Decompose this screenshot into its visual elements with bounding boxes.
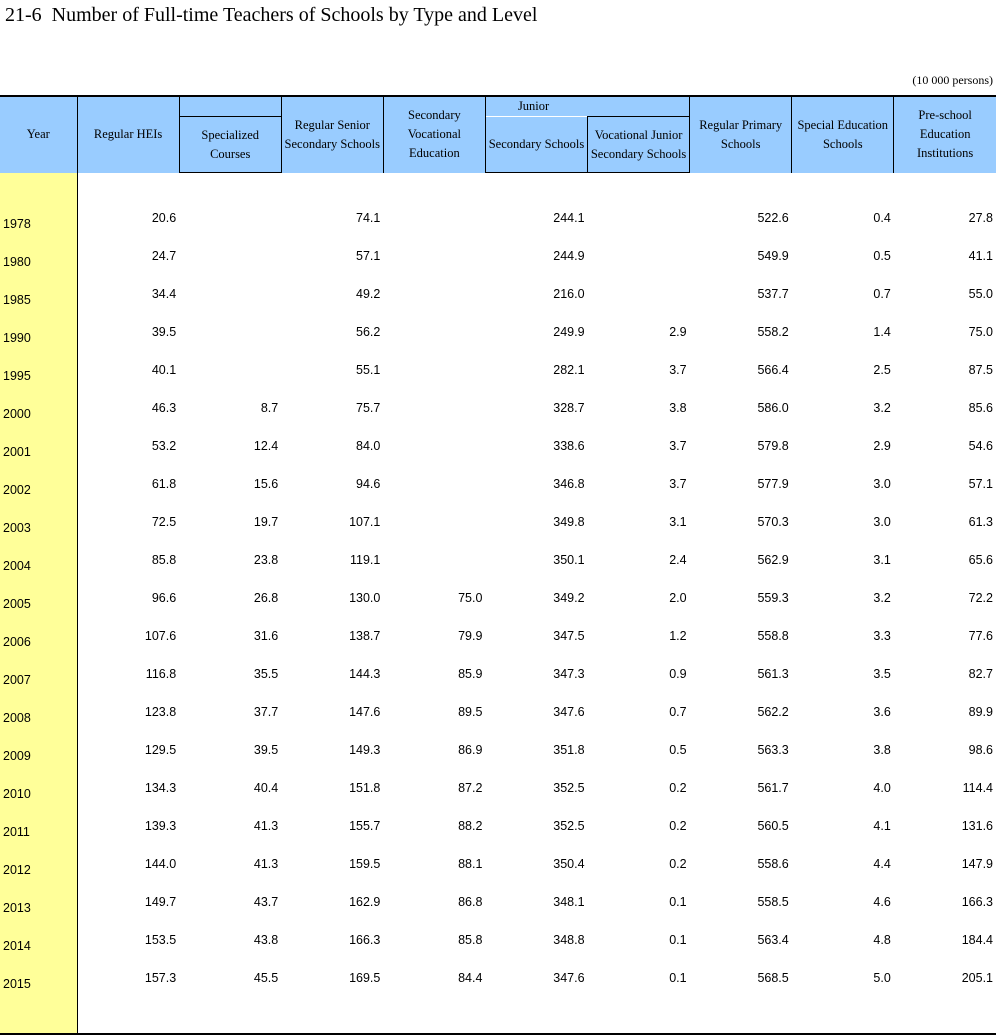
cell-special-education: 4.0	[873, 781, 891, 795]
cell-regular-primary: 577.9	[757, 477, 789, 491]
cell-secondary-vocational: 86.8	[458, 895, 483, 909]
cell-special-education: 5.0	[873, 971, 891, 985]
cell-special-education: 4.1	[873, 819, 891, 833]
table-row	[0, 459, 996, 497]
cell-regular-senior-secondary: 74.1	[356, 211, 381, 225]
cell-regular-senior-secondary: 57.1	[356, 249, 381, 263]
cell-regular-heis: 72.5	[151, 515, 177, 529]
cell-secondary-vocational: 87.2	[458, 781, 483, 795]
cell-vocational-junior-secondary: 0.5	[669, 743, 687, 757]
cell-regular-heis: 123.8	[144, 705, 177, 719]
cell-secondary-vocational: 88.1	[458, 857, 483, 871]
table-row	[0, 687, 996, 725]
cell-preschool: 205.1	[961, 971, 993, 985]
cell-regular-senior-secondary: 84.0	[356, 439, 381, 453]
cell-secondary-vocational: 79.9	[458, 629, 483, 643]
cell-vocational-junior-secondary: 3.1	[669, 515, 687, 529]
cell-regular-primary: 566.4	[757, 363, 789, 377]
header-junior-secondary: Secondary Schools	[485, 117, 587, 173]
cell-secondary-vocational	[383, 345, 485, 383]
header-special-education: Special Education Schools	[792, 96, 894, 173]
cell-regular-primary: 563.4	[757, 933, 789, 947]
cell-junior-secondary: 350.4	[553, 857, 585, 871]
cell-regular-heis: 96.6	[151, 591, 177, 605]
cell-regular-senior-secondary: 107.1	[349, 515, 381, 529]
table-row	[0, 953, 996, 991]
header-blank	[179, 96, 281, 117]
cell-special-education: 0.7	[873, 287, 891, 301]
table-row	[0, 269, 996, 307]
cell-special-education: 3.2	[873, 401, 891, 415]
cell-regular-heis: 149.7	[144, 895, 177, 909]
cell-junior-secondary: 348.1	[553, 895, 585, 909]
cell-specialized-courses: 39.5	[253, 743, 279, 757]
cell-preschool: 55.0	[968, 287, 993, 301]
cell-preschool: 184.4	[961, 933, 993, 947]
page-title: 21-6 Number of Full-time Teachers of Schools by Type and Level	[5, 4, 538, 26]
cell-secondary-vocational: 88.2	[458, 819, 483, 833]
cell-regular-heis: 157.3	[144, 971, 177, 985]
cell-specialized-courses: 41.3	[253, 857, 279, 871]
cell-junior-secondary: 350.1	[553, 553, 585, 567]
cell-regular-primary: 561.3	[757, 667, 789, 681]
cell-specialized-courses: 40.4	[253, 781, 279, 795]
cell-special-education: 3.5	[873, 667, 891, 681]
cell-specialized-courses: 23.8	[253, 553, 279, 567]
cell-preschool: 77.6	[968, 629, 993, 643]
cell-vocational-junior-secondary: 0.2	[669, 781, 687, 795]
cell-junior-secondary: 348.8	[553, 933, 585, 947]
cell-special-education: 4.8	[873, 933, 891, 947]
cell-year: 2009	[0, 725, 77, 763]
table-row	[0, 193, 996, 231]
cell-secondary-vocational: 84.4	[458, 971, 483, 985]
cell-preschool: 82.7	[968, 667, 993, 681]
cell-vocational-junior-secondary: 0.7	[669, 705, 687, 719]
teachers-table	[0, 95, 996, 1035]
cell-regular-heis: 24.7	[151, 249, 177, 263]
cell-vocational-junior-secondary: 3.7	[669, 477, 687, 491]
table-row	[0, 801, 996, 839]
cell-regular-primary: 570.3	[757, 515, 789, 529]
cell-regular-senior-secondary: 94.6	[356, 477, 381, 491]
cell-regular-primary: 562.9	[757, 553, 789, 567]
spacer-row	[0, 991, 996, 1034]
cell-regular-senior-secondary: 166.3	[349, 933, 381, 947]
cell-specialized-courses: 15.6	[253, 477, 279, 491]
cell-specialized-courses: 35.5	[253, 667, 279, 681]
unit-label: (10 000 persons)	[912, 73, 993, 87]
cell-year: 2002	[0, 459, 77, 497]
cell-regular-heis: 85.8	[151, 553, 177, 567]
cell-specialized-courses	[179, 193, 281, 231]
cell-specialized-courses: 31.6	[253, 629, 279, 643]
cell-year: 2003	[0, 497, 77, 535]
cell-junior-secondary: 347.6	[553, 971, 585, 985]
cell-vocational-junior-secondary: 0.1	[669, 933, 687, 947]
cell-regular-primary: 558.5	[757, 895, 789, 909]
cell-secondary-vocational	[383, 459, 485, 497]
cell-secondary-vocational	[383, 383, 485, 421]
cell-special-education: 2.5	[873, 363, 891, 377]
cell-regular-primary: 586.0	[757, 401, 789, 415]
cell-secondary-vocational	[383, 269, 485, 307]
cell-regular-senior-secondary: 159.5	[349, 857, 381, 871]
cell-year: 1980	[0, 231, 77, 269]
cell-year: 2015	[0, 953, 77, 991]
cell-regular-heis: 53.2	[151, 439, 177, 453]
cell-regular-senior-secondary: 147.6	[349, 705, 381, 719]
cell-regular-senior-secondary: 144.3	[349, 667, 381, 681]
cell-secondary-vocational: 86.9	[458, 743, 483, 757]
table-row	[0, 725, 996, 763]
cell-regular-primary: 568.5	[757, 971, 789, 985]
header-regular-heis: Regular HEIs	[77, 96, 179, 173]
cell-junior-secondary: 352.5	[553, 781, 585, 795]
cell-junior-secondary: 349.8	[553, 515, 585, 529]
cell-year: 1990	[0, 307, 77, 345]
cell-special-education: 4.4	[873, 857, 891, 871]
cell-year: 2008	[0, 687, 77, 725]
cell-regular-primary: 559.3	[757, 591, 789, 605]
cell-preschool: 114.4	[962, 781, 993, 795]
cell-junior-secondary: 328.7	[553, 401, 585, 415]
header-specialized-courses: Specialized Courses	[179, 117, 281, 173]
table-row	[0, 649, 996, 687]
cell-special-education: 0.5	[873, 249, 891, 263]
cell-year: 2001	[0, 421, 77, 459]
cell-vocational-junior-secondary: 0.1	[669, 895, 687, 909]
cell-regular-heis: 61.8	[151, 477, 177, 491]
cell-regular-senior-secondary: 162.9	[349, 895, 381, 909]
cell-special-education: 0.4	[873, 211, 891, 225]
cell-year: 2005	[0, 573, 77, 611]
cell-regular-senior-secondary: 149.3	[349, 743, 381, 757]
cell-regular-senior-secondary: 130.0	[349, 591, 381, 605]
cell-vocational-junior-secondary	[588, 269, 690, 307]
cell-junior-secondary: 338.6	[553, 439, 585, 453]
cell-regular-senior-secondary: 49.2	[356, 287, 381, 301]
cell-secondary-vocational: 85.8	[458, 933, 483, 947]
cell-junior-secondary: 244.9	[553, 249, 585, 263]
cell-special-education: 3.8	[873, 743, 891, 757]
cell-specialized-courses: 41.3	[253, 819, 279, 833]
cell-regular-senior-secondary: 75.7	[356, 401, 381, 415]
header-secondary-vocational: Secondary Vocational Education	[383, 96, 485, 173]
table-row	[0, 535, 996, 573]
cell-vocational-junior-secondary	[588, 231, 690, 269]
cell-preschool: 27.8	[968, 211, 993, 225]
cell-preschool: 89.9	[968, 705, 993, 719]
table-row	[0, 573, 996, 611]
header-preschool: Pre-school Education Institutions	[894, 96, 996, 173]
cell-junior-secondary: 351.8	[553, 743, 585, 757]
cell-regular-senior-secondary: 155.7	[349, 819, 381, 833]
cell-specialized-courses: 19.7	[253, 515, 279, 529]
cell-year: 1985	[0, 269, 77, 307]
cell-preschool: 65.6	[968, 553, 993, 567]
header-regular-primary: Regular Primary Schools	[690, 96, 792, 173]
table-row	[0, 915, 996, 953]
cell-specialized-courses: 43.7	[253, 895, 279, 909]
table-row	[0, 839, 996, 877]
header-year: Year	[0, 96, 77, 173]
cell-secondary-vocational: 85.9	[458, 667, 483, 681]
spacer-row	[0, 173, 996, 194]
cell-specialized-courses: 37.7	[253, 705, 279, 719]
cell-regular-primary: 560.5	[757, 819, 789, 833]
cell-junior-secondary: 347.3	[553, 667, 585, 681]
cell-secondary-vocational	[383, 193, 485, 231]
cell-junior-secondary: 244.1	[553, 211, 585, 225]
cell-secondary-vocational: 89.5	[458, 705, 483, 719]
cell-secondary-vocational	[383, 535, 485, 573]
cell-regular-senior-secondary: 138.7	[349, 629, 381, 643]
cell-special-education: 1.4	[873, 325, 891, 339]
cell-regular-heis: 39.5	[151, 325, 177, 339]
cell-preschool: 87.5	[968, 363, 993, 377]
cell-regular-primary: 579.8	[757, 439, 789, 453]
cell-year: 1978	[0, 193, 77, 231]
cell-regular-senior-secondary: 119.1	[349, 553, 381, 567]
cell-special-education: 4.6	[873, 895, 891, 909]
cell-year: 2010	[0, 763, 77, 801]
cell-year: 2006	[0, 611, 77, 649]
cell-year: 2004	[0, 535, 77, 573]
cell-regular-primary: 522.6	[757, 211, 789, 225]
cell-vocational-junior-secondary	[588, 193, 690, 231]
cell-preschool: 41.1	[968, 249, 993, 263]
cell-secondary-vocational	[383, 307, 485, 345]
cell-preschool: 85.6	[968, 401, 993, 415]
cell-regular-senior-secondary: 151.8	[349, 781, 381, 795]
table-row	[0, 231, 996, 269]
cell-vocational-junior-secondary: 3.7	[669, 363, 687, 377]
cell-vocational-junior-secondary: 3.8	[669, 401, 687, 415]
table-row	[0, 307, 996, 345]
cell-regular-primary: 537.7	[757, 287, 789, 301]
cell-specialized-courses: 8.7	[260, 401, 279, 415]
cell-secondary-vocational: 75.0	[458, 591, 483, 605]
cell-junior-secondary: 346.8	[553, 477, 585, 491]
cell-regular-primary: 558.8	[757, 629, 789, 643]
cell-regular-heis: 107.6	[144, 629, 177, 643]
cell-preschool: 98.6	[968, 743, 993, 757]
header-regular-senior-secondary: Regular Senior Secondary Schools	[281, 96, 383, 173]
cell-preschool: 147.9	[961, 857, 993, 871]
table-row	[0, 345, 996, 383]
cell-vocational-junior-secondary: 1.2	[669, 629, 687, 643]
cell-regular-heis: 40.1	[151, 363, 177, 377]
cell-junior-secondary: 352.5	[553, 819, 585, 833]
cell-specialized-courses	[179, 231, 281, 269]
cell-special-education: 3.1	[873, 553, 891, 567]
cell-vocational-junior-secondary: 0.2	[669, 819, 687, 833]
header-vocational-junior-secondary: Vocational Junior Secondary Schools	[588, 117, 690, 173]
cell-preschool: 75.0	[968, 325, 993, 339]
cell-regular-senior-secondary: 56.2	[356, 325, 381, 339]
cell-regular-heis: 139.3	[144, 819, 177, 833]
cell-year: 2012	[0, 839, 77, 877]
table-row	[0, 421, 996, 459]
cell-special-education: 3.2	[873, 591, 891, 605]
cell-regular-primary: 549.9	[757, 249, 789, 263]
cell-preschool: 61.3	[968, 515, 993, 529]
cell-specialized-courses	[179, 345, 281, 383]
cell-year: 2000	[0, 383, 77, 421]
cell-regular-heis: 144.0	[144, 857, 177, 871]
cell-preschool: 166.3	[961, 895, 993, 909]
cell-regular-heis: 153.5	[144, 933, 177, 947]
cell-specialized-courses: 12.4	[253, 439, 279, 453]
cell-preschool: 131.6	[961, 819, 993, 833]
table-row	[0, 763, 996, 801]
cell-junior-secondary: 347.5	[553, 629, 585, 643]
cell-special-education: 2.9	[873, 439, 891, 453]
cell-special-education: 3.0	[873, 477, 891, 491]
cell-regular-heis: 46.3	[151, 401, 177, 415]
cell-regular-heis: 20.6	[151, 211, 177, 225]
cell-year: 2007	[0, 649, 77, 687]
table-row	[0, 497, 996, 535]
cell-special-education: 3.3	[873, 629, 891, 643]
cell-secondary-vocational	[383, 497, 485, 535]
cell-regular-heis: 134.3	[144, 781, 177, 795]
cell-secondary-vocational	[383, 231, 485, 269]
cell-regular-primary: 561.7	[757, 781, 789, 795]
cell-specialized-courses: 45.5	[253, 971, 279, 985]
cell-vocational-junior-secondary: 0.9	[669, 667, 687, 681]
header-junior-label: Junior	[485, 96, 689, 117]
cell-junior-secondary: 216.0	[553, 287, 585, 301]
cell-vocational-junior-secondary: 3.7	[669, 439, 687, 453]
table-header	[0, 96, 996, 173]
cell-year: 1995	[0, 345, 77, 383]
cell-vocational-junior-secondary: 2.0	[669, 591, 687, 605]
cell-regular-primary: 562.2	[757, 705, 789, 719]
cell-junior-secondary: 282.1	[553, 363, 585, 377]
cell-year: 2011	[0, 801, 77, 839]
cell-preschool: 72.2	[968, 591, 993, 605]
cell-regular-primary: 558.6	[757, 857, 789, 871]
table-row	[0, 383, 996, 421]
cell-junior-secondary: 249.9	[553, 325, 585, 339]
cell-specialized-courses: 43.8	[253, 933, 279, 947]
cell-preschool: 57.1	[968, 477, 993, 491]
cell-regular-primary: 563.3	[757, 743, 789, 757]
cell-regular-heis: 129.5	[144, 743, 177, 757]
cell-junior-secondary: 349.2	[553, 591, 585, 605]
cell-special-education: 3.0	[873, 515, 891, 529]
cell-regular-senior-secondary: 55.1	[356, 363, 381, 377]
cell-regular-primary: 558.2	[757, 325, 789, 339]
cell-preschool: 54.6	[968, 439, 993, 453]
cell-specialized-courses	[179, 269, 281, 307]
cell-specialized-courses: 26.8	[253, 591, 279, 605]
cell-junior-secondary: 347.6	[553, 705, 585, 719]
cell-vocational-junior-secondary: 2.9	[669, 325, 687, 339]
table-row	[0, 877, 996, 915]
cell-vocational-junior-secondary: 0.1	[669, 971, 687, 985]
cell-regular-heis: 34.4	[151, 287, 177, 301]
cell-special-education: 3.6	[873, 705, 891, 719]
cell-year: 2013	[0, 877, 77, 915]
cell-year: 2014	[0, 915, 77, 953]
cell-secondary-vocational	[383, 421, 485, 459]
table-body	[0, 173, 996, 1035]
cell-vocational-junior-secondary: 0.2	[669, 857, 687, 871]
cell-specialized-courses	[179, 307, 281, 345]
cell-vocational-junior-secondary: 2.4	[669, 553, 687, 567]
cell-regular-heis: 116.8	[145, 667, 177, 681]
cell-regular-senior-secondary: 169.5	[349, 971, 381, 985]
table-row	[0, 611, 996, 649]
